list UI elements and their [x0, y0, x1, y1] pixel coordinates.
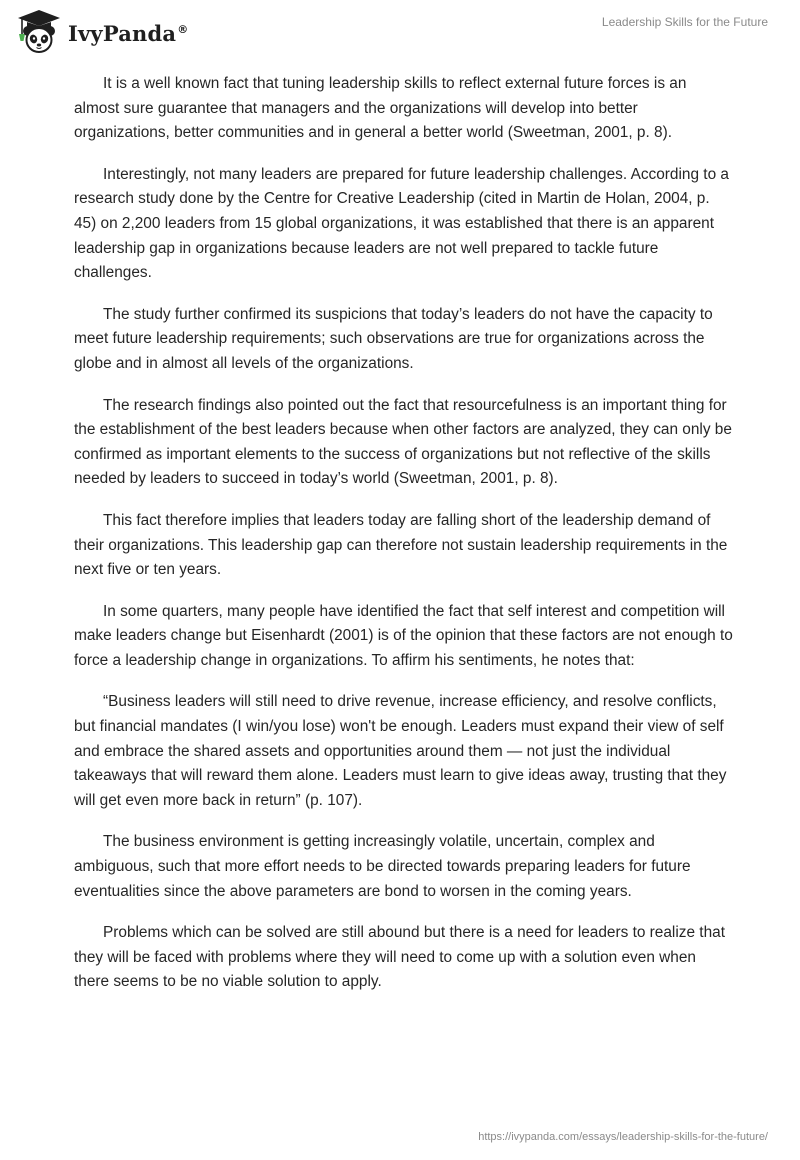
block-quote: “Business leaders will still need to drive revenue, increase efficiency, and resolve conflicts, but financial mandates (I win/you lose) won't be enough. Leaders must expand their view of self and embrace the shared assets and opportunities around them — not just the individual takeaways that will reward them alone. Leaders must learn to give ideas away, trusting that they will get even more back in return” (p. 107).	[74, 693, 727, 809]
brand-name: IvyPanda®	[68, 20, 189, 46]
panda-graduation-cap-icon	[14, 8, 64, 56]
paragraph: The research findings also pointed out the fact that resourcefulness is an important thing for the establishment of the best leaders because when other factors are analyzed, they can only be confirmed as important elements to the success of organizations but not reflective of the skills needed by leaders to succeed in today’s world (Sweetman, 2001, p. 8).	[74, 396, 732, 488]
essay-body	[74, 72, 734, 1012]
paragraph: Problems which can be solved are still abound but there is a need for leaders to realize that they will be faced with problems where they will need to come up with a solution even when there seems to be no viable solution to apply.	[74, 924, 725, 991]
paragraph: The business environment is getting increasingly volatile, uncertain, complex and ambiguous, such that more effort needs to be directed towards preparing leaders for future eventualities since the above parameters are bond to worsen in the coming years.	[74, 833, 691, 900]
paragraph: Interestingly, not many leaders are prepared for future leadership challenges. According to a research study done by the Centre for Creative Leadership (cited in Martin de Holan, 2004, p. 45) on 2,200 leaders from 15 global organizations, it was established that there is an apparent leadership gap in organizations because leaders are not well prepared to tackle future challenges.	[74, 165, 729, 282]
document-title: Leadership Skills for the Future	[601, 15, 768, 29]
paragraph: It is a well known fact that tuning leadership skills to reflect external future forces is an almost sure guarantee that managers and the organizations will develop into better organizations, better communities and in general a better world (Sweetman, 2001, p. 8).	[74, 75, 687, 142]
brand-logo[interactable]	[14, 8, 188, 56]
paragraph: The study further confirmed its suspicions that today’s leaders do not have the capacity to meet future leadership requirements; such observations are true for organizations across the globe and in almost all levels of the organizations.	[74, 305, 713, 372]
page-header	[0, 0, 800, 64]
registered-mark: ®	[177, 22, 189, 36]
paragraph: This fact therefore implies that leaders today are falling short of the leadership demand of their organizations. This leadership gap can therefore not sustain leadership requirements in the next five or ten years.	[74, 511, 728, 579]
paragraph: In some quarters, many people have identified the fact that self interest and competition will make leaders change but Eisenhardt (2001) is of the opinion that these factors are not enough to force a leadership change in organizations. To affirm his sentiments, he notes that:	[74, 602, 733, 669]
source-url[interactable]: https://ivypanda.com/essays/leadership-skills-for-the-future/	[478, 1131, 768, 1143]
